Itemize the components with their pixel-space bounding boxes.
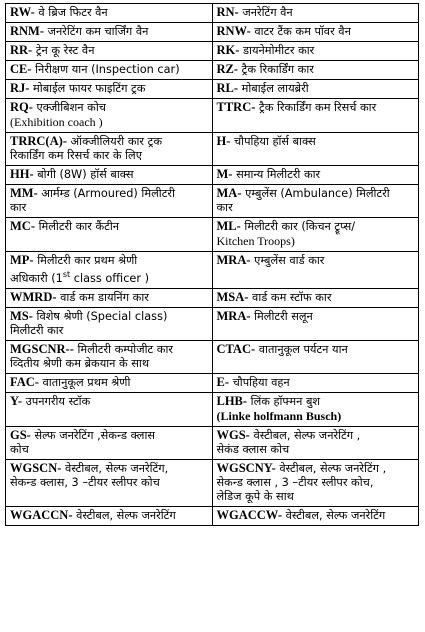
vehicle-code: E- (216, 374, 229, 389)
code-cell (6, 4, 213, 23)
code-cell (6, 80, 213, 99)
vehicle-description: आर्मम्ड (Armoured) मिलीटरी (41, 187, 175, 200)
table-row (6, 133, 419, 166)
vehicle-code: MS- (10, 308, 33, 323)
vehicle-code: MRA- (216, 253, 251, 267)
code-cell (6, 252, 213, 289)
code-cell (212, 307, 419, 340)
code-cell (212, 459, 419, 506)
table-row (6, 288, 419, 307)
vehicle-code: RQ- (10, 100, 33, 114)
vehicle-description: वातानुकूल पर्यटन यान (258, 342, 348, 356)
table-row (6, 307, 419, 340)
code-cell (6, 340, 213, 373)
vehicle-description: मिलीटरी कम्पोजीट कार (77, 342, 174, 356)
code-cell (212, 392, 419, 426)
vehicle-description: एक्जीबिशन कोच (36, 101, 106, 114)
table-row (6, 99, 419, 133)
vehicle-description: ट्रैक रिकार्डिंग कार (241, 63, 314, 76)
vehicle-code: RL- (216, 81, 239, 95)
code-cell (6, 373, 213, 392)
vehicle-code: RZ- (216, 62, 239, 76)
vehicle-code: WGACCW- (216, 507, 283, 522)
vehicle-description: ऑक्जीलियरी कार ट्रक (70, 135, 163, 148)
vehicle-description: वेस्टीबल, सेल्फ जनरेटिंग (285, 508, 386, 522)
vehicle-description: वेस्टीबल, सेल्फ जनरेटिंग (76, 508, 176, 522)
vehicle-description: वेस्टीबल, सेल्फ जनरेटिंग , (279, 461, 387, 475)
code-cell (212, 426, 419, 459)
vehicle-description: मिलीटरी सलून (254, 309, 313, 323)
code-cell (212, 288, 419, 307)
vehicle-description: सेकन्ड क्लास , 3 –टीयर स्लीपर कोच, (216, 475, 374, 489)
vehicle-description: समान्य मिलीटरी कार (236, 168, 321, 181)
code-cell (212, 218, 419, 252)
vehicle-description: रिकार्डिंग कम रिसर्च कार के लिए (10, 149, 142, 162)
vehicle-description: सेल्फ जनरेटिंग ,सेकन्ड क्लास (34, 428, 156, 442)
table-row (6, 23, 419, 42)
vehicle-description: लेडिज कूपे के साथ (216, 489, 294, 503)
vehicle-description: मिलीटरी कार (10, 323, 64, 337)
vehicle-description: (Exhibition coach ) (10, 115, 103, 129)
table-row (6, 340, 419, 373)
vehicle-code: ML- (216, 219, 241, 233)
vehicle-code: RR- (10, 43, 33, 57)
vehicle-code: RK- (216, 43, 240, 57)
vehicle-code: WGSCNY- (216, 460, 276, 475)
table-row (6, 218, 419, 252)
vehicle-code: FAC- (10, 374, 39, 389)
vehicle-code: RN- (216, 5, 239, 19)
vehicle-description: एम्बुलेंस (Ambulance) मिलीटरी (245, 187, 390, 200)
coach-code-table-container (5, 3, 419, 526)
vehicle-description: सेकंड क्लास कोच (216, 442, 290, 456)
vehicle-code: H- (216, 134, 231, 148)
code-cell (212, 185, 419, 218)
table-row (6, 185, 419, 218)
vehicle-description: वाटर टैंक कम पॉवर वैन (254, 25, 351, 38)
table-row (6, 373, 419, 392)
vehicle-description: (Linke holfmann Busch) (216, 408, 342, 423)
vehicle-code: MSA- (216, 289, 249, 304)
table-row (6, 80, 419, 99)
vehicle-description: व्दितीय श्रेणी कम ब्रेकयान के साथ (10, 356, 150, 370)
code-cell (6, 99, 213, 133)
vehicle-description: वार्ड कम स्टॉफ कार (252, 290, 332, 304)
code-cell (6, 506, 213, 525)
vehicle-description: ट्रैक रिकार्डिंग कम रिसर्च कार (259, 101, 377, 114)
vehicle-code: MRA- (216, 308, 251, 323)
vehicle-description: वार्ड कम डायनिंग कार (60, 290, 149, 304)
vehicle-description: मिलीटरी कार (किचन ट्रूप्स/ (244, 220, 356, 233)
code-cell (212, 166, 419, 185)
coach-code-table (5, 3, 419, 526)
vehicle-code: MGSCNR-- (10, 341, 74, 356)
vehicle-code: WGS- (216, 427, 250, 442)
vehicle-code: Y- (10, 393, 23, 408)
vehicle-code: TRRC(A)- (10, 134, 67, 148)
code-cell (6, 218, 213, 252)
vehicle-code: HH- (10, 167, 34, 181)
vehicle-code: RW- (10, 5, 35, 19)
code-cell (6, 185, 213, 218)
vehicle-description: ट्रेन कू रेस्ट वैन (35, 44, 95, 57)
table-row (6, 252, 419, 289)
vehicle-description: बोगी (8W) हॉर्स बाक्स (37, 168, 134, 181)
vehicle-description: Kitchen Troops) (216, 234, 295, 248)
vehicle-code: MP- (10, 253, 34, 267)
vehicle-description: निरीक्षण यान (Inspection car) (35, 63, 180, 76)
table-row (6, 426, 419, 459)
vehicle-code: WMRD- (10, 289, 57, 304)
code-cell (6, 392, 213, 426)
code-cell (6, 459, 213, 506)
vehicle-description: जनरेटिंग वैन (242, 6, 293, 19)
table-row (6, 392, 419, 426)
vehicle-description: मोबाईल लायब्रेरी (241, 82, 309, 95)
vehicle-description: जनरेटिंग कम चार्जिंग वैन (47, 25, 149, 38)
code-cell (212, 340, 419, 373)
vehicle-description: सेकन्ड क्लास, 3 –टीयर स्लीपर कोच (10, 475, 160, 489)
vehicle-code: MC- (10, 219, 35, 233)
coach-code-table-body (6, 4, 419, 526)
code-cell (212, 133, 419, 166)
vehicle-description: एम्बुलेंस वार्ड कार (254, 254, 325, 267)
vehicle-description: वेस्टीबल, सेल्फ जनरेटिंग, (65, 461, 169, 475)
vehicle-code: RNW- (216, 24, 251, 38)
table-row (6, 459, 419, 506)
vehicle-code: M- (216, 167, 233, 181)
code-cell (212, 506, 419, 525)
code-cell (6, 23, 213, 42)
table-row (6, 4, 419, 23)
vehicle-code: GS- (10, 427, 31, 442)
vehicle-description: मिलीटरी कार कैंटीन (38, 220, 120, 233)
vehicle-description: डायनेमोमीटर कार (243, 44, 315, 57)
table-row (6, 506, 419, 525)
code-cell (6, 42, 213, 61)
vehicle-description: लिंक हॉफ्मन बुश (250, 394, 321, 408)
code-cell (212, 23, 419, 42)
code-cell (6, 426, 213, 459)
code-cell (212, 252, 419, 289)
vehicle-description: कार (10, 201, 27, 214)
vehicle-code: MA- (216, 186, 242, 200)
code-cell (212, 61, 419, 80)
vehicle-code: RJ- (10, 81, 30, 95)
code-cell (6, 61, 213, 80)
vehicle-description: वेस्टीबल, सेल्फ जनरेटिंग , (253, 428, 361, 442)
vehicle-description: अधिकारी (1st class officer ) (10, 270, 150, 285)
code-cell (6, 133, 213, 166)
code-cell (6, 307, 213, 340)
table-row (6, 166, 419, 185)
vehicle-description: चौपहिया वहन (232, 375, 290, 389)
vehicle-code: TTRC- (216, 100, 256, 114)
code-cell (212, 99, 419, 133)
vehicle-description: विशेष श्रेणी (Special class) (36, 309, 168, 323)
code-cell (6, 166, 213, 185)
code-cell (212, 373, 419, 392)
vehicle-code: LHB- (216, 393, 248, 408)
vehicle-code: RNM- (10, 24, 45, 38)
vehicle-description: मोबाईल फायर फाइटिंग ट्रक (33, 82, 146, 95)
vehicle-code: CE- (10, 62, 32, 76)
vehicle-description: कार (216, 201, 233, 214)
table-row (6, 61, 419, 80)
vehicle-description: कोच (10, 442, 29, 456)
table-row (6, 42, 419, 61)
vehicle-description: वे ब्रिज फिटर वैन (38, 6, 108, 19)
vehicle-code: MM- (10, 186, 38, 200)
vehicle-description: उपनगरीय स्टॉक (25, 394, 91, 408)
code-cell (212, 80, 419, 99)
vehicle-description: मिलीटरी कार प्रथम श्रेणी (37, 254, 138, 267)
vehicle-description: वातानुकूल प्रथम श्रेणी (42, 375, 131, 389)
vehicle-description: चौपहिया हॉर्स बाक्स (233, 135, 316, 148)
code-cell (6, 288, 213, 307)
vehicle-code: WGACCN- (10, 507, 73, 522)
vehicle-code: WGSCN- (10, 460, 62, 475)
vehicle-code: CTAC- (216, 341, 256, 356)
code-cell (212, 4, 419, 23)
code-cell (212, 42, 419, 61)
